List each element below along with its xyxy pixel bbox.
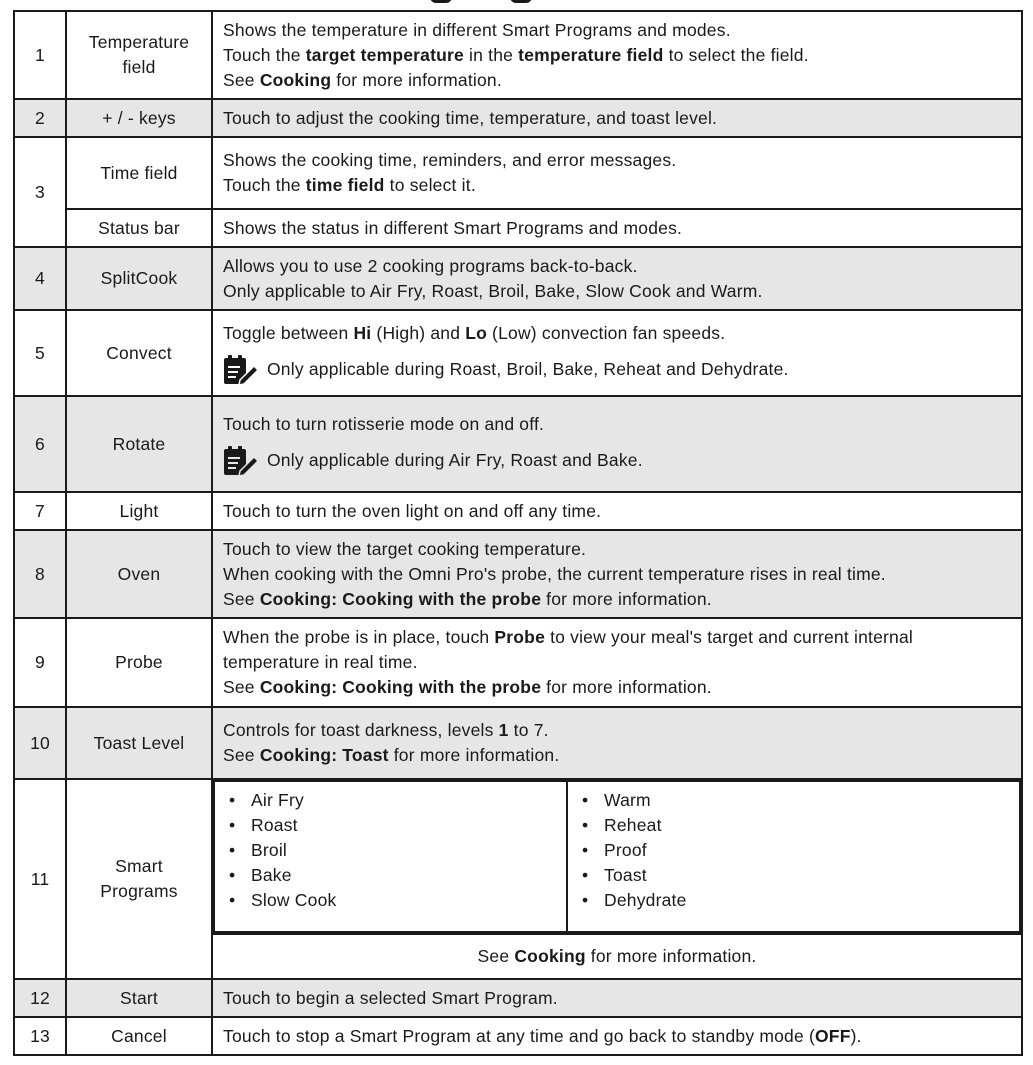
control-description	[212, 209, 1022, 247]
control-description	[212, 934, 1022, 979]
description-line: Shows the status in different Smart Programs and modes.	[223, 217, 683, 238]
row-number: 8	[14, 530, 66, 618]
row-number: 7	[14, 492, 66, 530]
emphasis: Cooking	[514, 946, 586, 966]
control-name: Light	[66, 492, 212, 530]
table-row	[14, 1017, 1022, 1055]
program-list	[213, 780, 1021, 933]
table-row	[14, 247, 1022, 310]
control-description	[212, 310, 1022, 396]
control-description	[212, 396, 1022, 492]
control-description	[212, 247, 1022, 310]
description-line: Allows you to use 2 cooking programs back-to-back.	[223, 255, 638, 276]
control-name: Rotate	[66, 396, 212, 492]
control-name: Status bar	[66, 209, 212, 247]
row-number: 5	[14, 310, 66, 396]
description-lines	[223, 412, 1011, 437]
table-row	[14, 779, 1022, 934]
emphasis: Probe	[494, 627, 546, 647]
description-line: Touch to begin a selected Smart Program.	[223, 987, 558, 1008]
program-item: • Roast	[251, 813, 566, 838]
table-row	[14, 979, 1022, 1017]
control-panel-table	[13, 10, 1023, 1056]
control-name: + / - keys	[66, 99, 212, 137]
description-line: See Cooking for more information.	[223, 69, 502, 90]
emphasis: target temperature	[305, 44, 464, 65]
control-name: Toast Level	[66, 707, 212, 779]
control-name: Cancel	[66, 1017, 212, 1055]
description-line: Only applicable to Air Fry, Roast, Broil, Bake, Slow Cook and Warm.	[223, 280, 763, 301]
control-description	[212, 137, 1022, 209]
row-number: 11	[14, 779, 66, 979]
description-line: Touch to turn the oven light on and off any time.	[223, 500, 602, 521]
table-row	[14, 396, 1022, 492]
cropped-heading	[0, 0, 1033, 10]
control-description	[212, 99, 1022, 137]
program-item: • Toast	[604, 863, 1019, 888]
description-line: See Cooking: Toast for more information.	[223, 745, 560, 765]
control-description	[212, 11, 1022, 99]
description-line: Shows the cooking time, reminders, and error messages.	[223, 150, 677, 170]
row-number: 12	[14, 979, 66, 1017]
row-number: 3	[14, 137, 66, 247]
description-line: Touch to turn rotisserie mode on and off.	[223, 413, 545, 434]
table-row	[14, 530, 1022, 618]
emphasis: Cooking: Toast	[259, 745, 389, 765]
description-line: Shows the temperature in different Smart Programs and modes.	[223, 19, 731, 40]
description-line: When cooking with the Omni Pro's probe, the current temperature rises in real time.	[223, 563, 886, 584]
description-line: See Cooking: Cooking with the probe for more information.	[223, 677, 712, 697]
control-name: Smart Programs	[66, 779, 212, 979]
program-list-cell	[212, 779, 1022, 934]
emphasis: Hi	[353, 322, 372, 343]
note	[223, 445, 1011, 477]
description-line: Touch the target temperature in the temperature field to select the field.	[223, 44, 809, 65]
control-name: Convect	[66, 310, 212, 396]
description-line: Touch to view the target cooking temperature.	[223, 538, 587, 559]
program-item: • Warm	[604, 788, 1019, 813]
control-name: Temperature field	[66, 11, 212, 99]
emphasis: OFF	[815, 1025, 851, 1046]
program-item: • Dehydrate	[604, 888, 1019, 913]
emphasis: Cooking	[259, 69, 332, 90]
control-name: Start	[66, 979, 212, 1017]
note-pencil-icon	[223, 445, 259, 477]
program-item: • Broil	[251, 838, 566, 863]
note-pencil-icon	[223, 354, 259, 386]
control-name: SplitCook	[66, 247, 212, 310]
row-number: 6	[14, 396, 66, 492]
table-row	[14, 209, 1022, 247]
table-row	[14, 707, 1022, 779]
emphasis: 1	[498, 720, 509, 740]
row-number: 10	[14, 707, 66, 779]
row-number: 4	[14, 247, 66, 310]
program-item: • Reheat	[604, 813, 1019, 838]
emphasis: time field	[305, 175, 385, 195]
note-text: Only applicable during Roast, Broil, Bake, Reheat and Dehydrate.	[267, 359, 789, 379]
note-text: Only applicable during Air Fry, Roast and Bake.	[267, 450, 643, 470]
program-column-right	[567, 781, 1020, 932]
description-line: Touch the time field to select it.	[223, 175, 476, 195]
row-number: 2	[14, 99, 66, 137]
table-row	[14, 11, 1022, 99]
program-item: • Slow Cook	[251, 888, 566, 913]
description-line: When the probe is in place, touch Probe to view your meal's target and current internal temperature in real time.	[223, 627, 913, 672]
control-description	[212, 979, 1022, 1017]
table-row	[14, 137, 1022, 209]
emphasis: temperature field	[518, 44, 664, 65]
table-row	[14, 310, 1022, 396]
description-line: See Cooking: Cooking with the probe for more information.	[223, 588, 712, 609]
row-number: 1	[14, 11, 66, 99]
description-line: Touch to adjust the cooking time, temperature, and toast level.	[223, 107, 718, 128]
program-item: • Bake	[251, 863, 566, 888]
emphasis: Cooking: Cooking with the probe	[259, 588, 542, 609]
program-item: • Proof	[604, 838, 1019, 863]
description-line: See Cooking for more information.	[477, 946, 757, 966]
control-description	[212, 1017, 1022, 1055]
row-number: 13	[14, 1017, 66, 1055]
control-name: Probe	[66, 618, 212, 707]
table-row	[14, 99, 1022, 137]
control-description	[212, 530, 1022, 618]
control-description	[212, 707, 1022, 779]
row-number: 9	[14, 618, 66, 707]
description-lines	[223, 321, 1011, 346]
table-row	[14, 618, 1022, 707]
control-description	[212, 492, 1022, 530]
control-name: Time field	[66, 137, 212, 209]
control-name: Oven	[66, 530, 212, 618]
description-line: Touch to stop a Smart Program at any time and go back to standby mode (OFF).	[223, 1025, 862, 1046]
description-line: Toggle between Hi (High) and Lo (Low) convection fan speeds.	[223, 322, 726, 343]
program-item: • Air Fry	[251, 788, 566, 813]
table-row	[14, 492, 1022, 530]
description-line: Controls for toast darkness, levels 1 to 7.	[223, 720, 549, 740]
control-description	[212, 618, 1022, 707]
note	[223, 354, 1011, 386]
program-column-left	[214, 781, 567, 932]
emphasis: Cooking: Cooking with the probe	[259, 677, 542, 697]
emphasis: Lo	[465, 322, 487, 343]
